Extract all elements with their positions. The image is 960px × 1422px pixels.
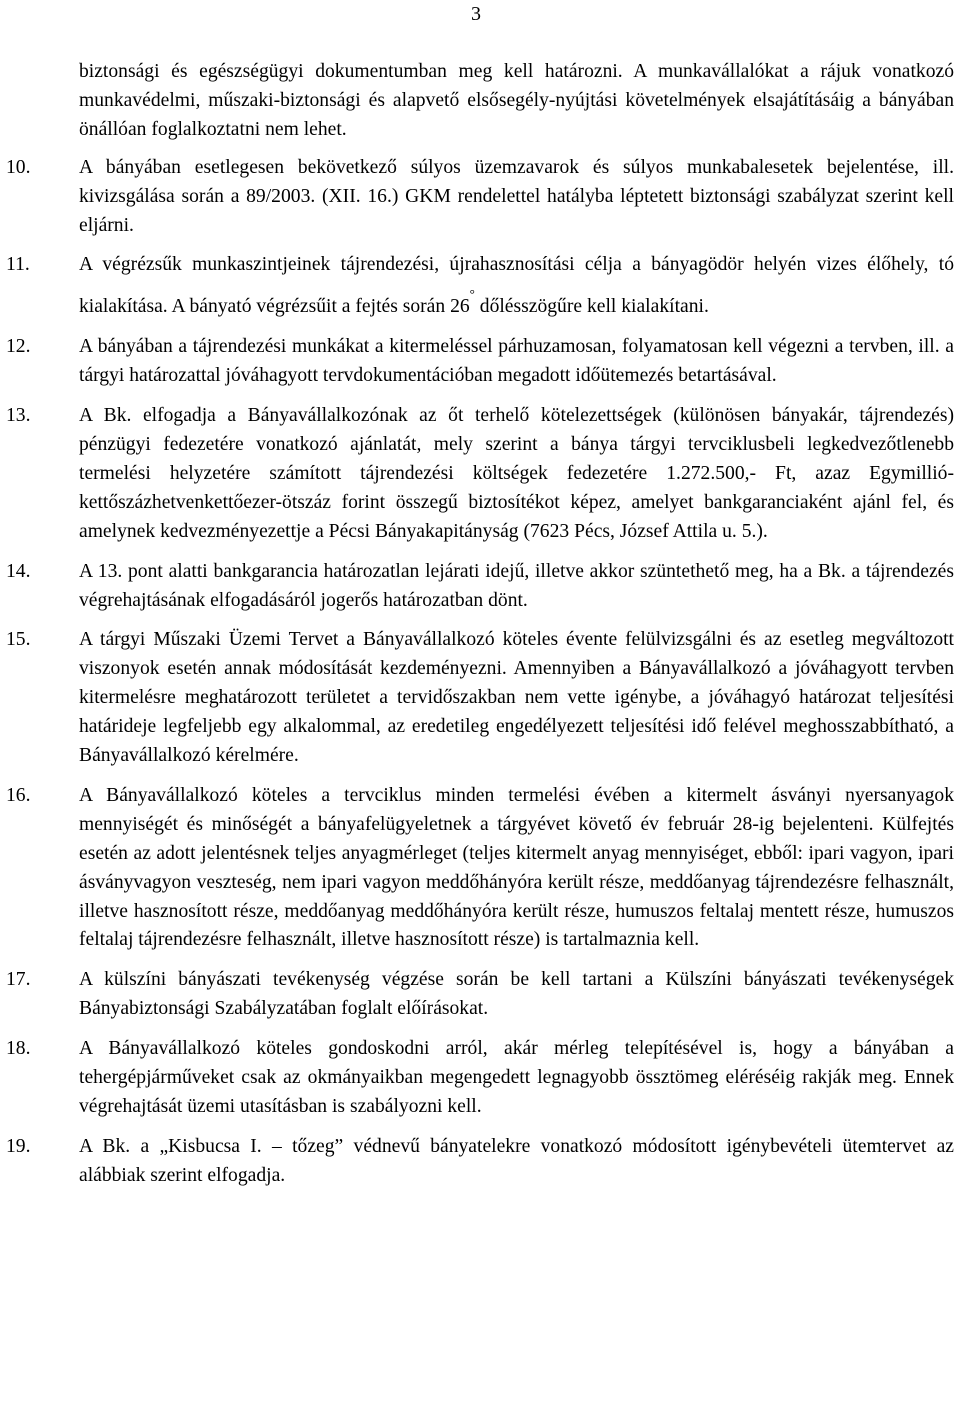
- item-number: 11.: [6, 254, 30, 276]
- item-number: 16.: [6, 784, 31, 806]
- item-number: 10.: [6, 156, 31, 178]
- item-number: 17.: [6, 969, 31, 991]
- intro-paragraph: biztonsági és egészségügyi dokumentumban meg kell határozni. A munkavállalókat a rájuk vonatkozó munkavédelmi, műszaki-biztonsági és alapvető elsősegély-nyújtási követelmények elsajátításáig a bányában önállóan foglalkoztatni nem lehet.: [79, 61, 954, 140]
- item-number: 14.: [6, 560, 31, 582]
- list-item-16: [6, 782, 954, 955]
- item-number: 19.: [6, 1135, 31, 1157]
- item-text: A Bányavállalkozó köteles gondoskodni arról, akár mérleg telepítésével is, hogy a bányában a tehergépjárműveket csak az okmányaikban megengedett legnagyobb össztömeg eléréséig rakják meg. Ennek végrehajtását üzemi utasításban is szabályozni kell.: [79, 1038, 954, 1117]
- item-number: 18.: [6, 1038, 31, 1060]
- item-text: A 13. pont alatti bankgarancia határozatlan lejárati idejű, illetve akkor szüntethető meg, ha a Bk. a tájrendezés végrehajtásának elfogadásáról jogerős határozatban dönt.: [79, 560, 954, 611]
- item-text: A Bk. elfogadja a Bányavállalkozónak az őt terhelő kötelezettségek (különösen bányakár, tájrendezés) pénzügyi fedezetére vonatkozó ajánlatát, mely szerint a bánya tárgyi tervciklusbeli legkedvezőtlenebb termelési helyzetére számított tájrendezési költségek fedezetére 1.272.500,- Ft, azaz Egymillió-kettőszázhetvenkettőezer-ötszáz forint összegű biztosítékot képez, amelyet bankgaranciaként ajánl fel, és amelynek kedvezményezettje a Pécsi Bányakapitányság (7623 Pécs, József Attila u. 5.).: [79, 405, 954, 542]
- degree-symbol: °: [469, 286, 475, 302]
- item-number: 13.: [6, 405, 31, 427]
- item-text: A Bk. a „Kisbucsa I. – tőzeg” védnevű bányatelekre vonatkozó módosított igénybevételi ütemtervet az alábbiak szerint elfogadja.: [79, 1135, 954, 1186]
- item-text: A bányában a tájrendezési munkákat a kitermeléssel párhuzamosan, folyamatosan kell végezni a tervben, ill. a tárgyi határozattal jóváhagyott tervdokumentációban megadott időütemezés betartásával.: [79, 336, 954, 387]
- list-item-19: [6, 1133, 954, 1191]
- item-text: [79, 251, 954, 322]
- list-item-13: [6, 402, 954, 547]
- item-text: A bányában esetlegesen bekövetkező súlyos üzemzavarok és súlyos munkabalesetek bejelentése, ill. kivizsgálása során a 89/2003. (XII. 16.) GKM rendelettel hatályba léptetett biztonsági szabályzat szerint kell eljárni.: [79, 156, 954, 236]
- item-text-part: dőlésszögűre kell kialakítani.: [474, 296, 709, 318]
- list-item-17: [6, 966, 954, 1024]
- page-number: 3: [471, 3, 481, 25]
- list-item-15: [6, 626, 954, 771]
- list-item-14: [6, 558, 954, 616]
- list-item-10: [6, 154, 954, 241]
- item-text-part: A végrézsűk munkaszintjeinek tájrendezési, újrahasznosítási célja a bányagödör helyén vizes élőhely, tó kialakítása. A bányató végrézsűit a fejtés során 26: [79, 254, 954, 318]
- item-text: A Bányavállalkozó köteles a tervciklus minden termelési évében a kitermelt ásványi nyersanyagok mennyiségét és minőségét a bányafelügyeletnek a tárgyévet követő év február 28-ig bejelenteni. Külfejtés esetén az adott jelentésnek teljes anyagmérleget (teljes kitermelt anyag mennyiséget, ebből: ipari vagyon, ipari ásványvagyon veszteség, nem ipari vagyon meddőhányóra került része, meddőanyag tájrendezésre felhasznált, illetve hasznosított része, meddőanyag meddőhányóra került része, humuszos feltalaj mentett része, humuszos feltalaj tájrendezésre felhasznált, illetve hasznosított része) is tartalmaznia kell.: [79, 784, 954, 951]
- list-item-11: [6, 251, 954, 322]
- document-body: [6, 58, 954, 1202]
- item-text: A tárgyi Műszaki Üzemi Tervet a Bányavállalkozó köteles évente felülvizsgálni és az esetleg megváltozott viszonyok esetén annak módosítását kezdeményezni. Amennyiben a Bányavállalkozó a jóváhagyott tervben kitermelésre meghatározott területet a tervidőszakban nem vette igénybe, a jóváhagyó határozat teljesítési határideje legfeljebb egy alkalommal, az eredetileg engedélyezett teljesítési idő felével meghosszabbítható, a Bányavállalkozó kérelmére.: [79, 629, 954, 767]
- item-text: A külszíni bányászati tevékenység végzése során be kell tartani a Külszíni bányászati tevékenységek Bányabiztonsági Szabályzatában foglalt előírásokat.: [79, 969, 954, 1020]
- list-item-18: [6, 1035, 954, 1122]
- list-item-12: [6, 333, 954, 391]
- item-number: 12.: [6, 336, 31, 358]
- item-number: 15.: [6, 629, 31, 651]
